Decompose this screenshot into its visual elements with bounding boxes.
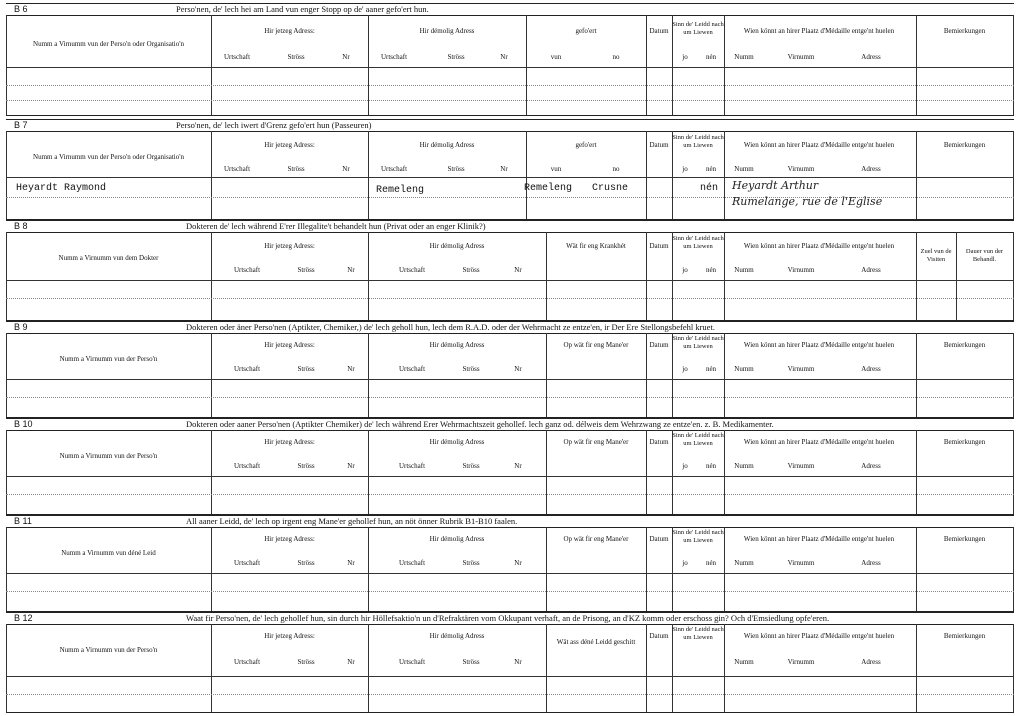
col-stross: Ströss <box>462 266 480 274</box>
section-code: B 10 <box>14 419 33 429</box>
col-jo: jo <box>682 266 688 274</box>
section-title: Dokteren de' lech während E'rer Illegalite't behandelt hun (Privat oder an enger Klinik?) <box>186 221 486 231</box>
col-adress: Adress <box>861 559 881 567</box>
col-stross: Ströss <box>287 165 305 173</box>
col-name-label: Numm a Virnumm vun der Perso'n <box>59 355 158 363</box>
entry-from: Remeleng <box>524 183 573 194</box>
col-nr: Nr <box>514 462 522 470</box>
col-former-address-label: Hir démolig Adress <box>429 535 485 543</box>
col-name-label: Numm a Virnumm vun der Perso'n <box>59 646 158 654</box>
col-stross: Ströss <box>297 266 315 274</box>
col-manner: Op wät fir eng Mane'er <box>563 535 629 543</box>
section-b8 <box>6 220 1014 320</box>
col-no: no <box>612 53 620 61</box>
col-former-address-label: Hir démolig Adress <box>429 438 485 446</box>
section-grid <box>6 430 1014 515</box>
section-code: B 12 <box>14 613 33 623</box>
col-nr: Nr <box>500 53 508 61</box>
section-b6 <box>6 3 1014 115</box>
section-title: Perso'nen, de' lech iwert d'Grenz gefo'ert hun (Passeuren) <box>176 120 372 130</box>
col-adress: Adress <box>861 658 881 666</box>
col-what-happened: Wät ass déné Leidd geschitt <box>556 638 636 646</box>
col-stross: Ströss <box>287 53 305 61</box>
col-vun: vun <box>550 53 562 61</box>
col-datum: Datum <box>649 438 669 446</box>
col-wien: Wien könnt an hirer Plaatz d'Médaille entge'nt huelen <box>743 141 895 149</box>
col-adress: Adress <box>861 165 881 173</box>
col-current-address-label: Hir jetzeg Adress: <box>264 27 315 35</box>
col-nen: nén <box>705 559 717 567</box>
col-numm: Numm <box>734 266 754 274</box>
section-b11 <box>6 515 1014 611</box>
col-virnumm: Virnumm <box>787 462 815 470</box>
col-numm: Numm <box>734 165 754 173</box>
col-nen: nén <box>705 165 717 173</box>
col-urtschaft: Urtschaft <box>398 266 426 274</box>
col-manner: Op wät fir eng Mane'er <box>563 341 629 349</box>
col-former-address-label: Hir démolig Adress <box>419 27 475 35</box>
col-urtschaft: Urtschaft <box>233 559 261 567</box>
col-sinn: Sinn de' Leidd nach um Liewen <box>672 21 724 36</box>
col-duration: Dauer vun der Behandl. <box>965 248 1004 263</box>
handwritten-name: Heyardt Arthur <box>732 179 819 192</box>
col-urtschaft: Urtschaft <box>223 53 251 61</box>
col-bemierk: Bemierkungen <box>943 632 986 640</box>
col-stross: Ströss <box>462 559 480 567</box>
col-stross: Ströss <box>297 559 315 567</box>
form-page <box>6 0 1014 716</box>
col-urtschaft: Urtschaft <box>233 266 261 274</box>
col-former-address-label: Hir démolig Adress <box>419 141 475 149</box>
col-current-address-label: Hir jetzeg Adress: <box>264 438 315 446</box>
col-former-address-label: Hir démolig Adress <box>429 341 485 349</box>
section-title: Waat fir Perso'nen, de' lech gehollef hun, sin durch hir Höllefsaktio'n un d'Refraktären vom Okkupant verhaft, an de Prisong, an d'KZ komm oder erschoss gin? Och d'Emsiedlung opfe'eren. <box>186 613 830 623</box>
col-illness: Wät fir eng Krankhét <box>566 242 626 250</box>
col-former-address-label: Hir démolig Adress <box>429 632 485 640</box>
col-numm: Numm <box>734 365 754 373</box>
section-b7 <box>6 119 1014 219</box>
section-grid <box>6 624 1014 713</box>
col-virnumm: Virnumm <box>787 266 815 274</box>
col-name-label: Numm a Virnumm vun der Perso'n oder Organisatio'n <box>33 153 184 161</box>
col-wien: Wien könnt an hirer Plaatz d'Médaille entge'nt huelen <box>743 341 895 349</box>
col-wien: Wien könnt an hirer Plaatz d'Médaille entge'nt huelen <box>743 438 895 446</box>
section-grid <box>6 333 1014 418</box>
col-urtschaft: Urtschaft <box>398 462 426 470</box>
col-urtschaft: Urtschaft <box>398 658 426 666</box>
col-numm: Numm <box>734 53 754 61</box>
col-visits: Zuel vun de Visiten <box>920 248 952 263</box>
col-jo: jo <box>682 165 688 173</box>
col-numm: Numm <box>734 462 754 470</box>
col-stross: Ströss <box>462 462 480 470</box>
section-b9 <box>6 321 1014 417</box>
col-former-address-label: Hir démolig Adress <box>429 242 485 250</box>
handwritten-address: Rumelange, rue de l'Eglise <box>732 195 883 208</box>
col-stross: Ströss <box>297 462 315 470</box>
col-nr: Nr <box>342 53 350 61</box>
col-datum: Datum <box>649 242 669 250</box>
col-numm: Numm <box>734 559 754 567</box>
col-adress: Adress <box>861 462 881 470</box>
section-code: B 9 <box>14 322 28 332</box>
section-grid <box>6 527 1014 612</box>
col-numm: Numm <box>734 658 754 666</box>
col-datum: Datum <box>649 632 669 640</box>
entry-to: Crusne <box>592 183 629 194</box>
col-current-address-label: Hir jetzeg Adress: <box>264 242 315 250</box>
col-wien: Wien könnt an hirer Plaatz d'Médaille entge'nt huelen <box>743 27 895 35</box>
col-stross: Ströss <box>462 658 480 666</box>
col-bemierk: Bemierkungen <box>943 438 986 446</box>
col-current-address-label: Hir jetzeg Adress: <box>264 341 315 349</box>
col-sinn: Sinn de' Leidd nach um Liewen <box>672 626 724 641</box>
col-current-address-label: Hir jetzeg Adress: <box>264 632 315 640</box>
col-nr: Nr <box>342 165 350 173</box>
col-urtschaft: Urtschaft <box>380 53 408 61</box>
col-stross: Ströss <box>447 53 465 61</box>
col-nr: Nr <box>347 658 355 666</box>
section-code: B 6 <box>14 4 28 14</box>
section-title: Dokteren oder aaner Perso'nen (Aptikter Chemiker) de' lech während Erer Wehrmachtszeit gehollef. lech ganz od. délweis dem Wehrzwang ze entze'en. z. B. Medikamenter. <box>186 419 774 429</box>
col-wien: Wien könnt an hirer Plaatz d'Médaille entge'nt huelen <box>743 632 895 640</box>
col-nr: Nr <box>347 462 355 470</box>
col-stross: Ströss <box>297 658 315 666</box>
col-virnumm: Virnumm <box>787 365 815 373</box>
col-urtschaft: Urtschaft <box>223 165 251 173</box>
col-urtschaft: Urtschaft <box>398 365 426 373</box>
col-urtschaft: Urtschaft <box>380 165 408 173</box>
col-nr: Nr <box>514 365 522 373</box>
col-virnumm: Virnumm <box>787 559 815 567</box>
col-name-label: Numm a Virnumm vun der Perso'n oder Organisatio'n <box>33 40 184 48</box>
col-name-label: Numm a Virnumm vun déné Leid <box>61 549 156 557</box>
col-stross: Ströss <box>297 365 315 373</box>
col-datum: Datum <box>649 341 669 349</box>
col-datum: Datum <box>649 141 669 149</box>
section-code: B 8 <box>14 221 28 231</box>
col-jo: jo <box>682 53 688 61</box>
section-b12 <box>6 612 1014 712</box>
col-nr: Nr <box>514 266 522 274</box>
section-grid <box>6 131 1014 220</box>
col-stross: Ströss <box>462 365 480 373</box>
section-grid <box>6 15 1014 116</box>
col-sinn: Sinn de' Leidd nach um Liewen <box>672 335 724 350</box>
col-current-address-label: Hir jetzeg Adress: <box>264 535 315 543</box>
col-nen: nén <box>705 53 717 61</box>
col-virnumm: Virnumm <box>787 658 815 666</box>
col-no: no <box>612 165 620 173</box>
col-adress: Adress <box>861 365 881 373</box>
col-nr: Nr <box>347 266 355 274</box>
col-urtschaft: Urtschaft <box>398 559 426 567</box>
col-nr: Nr <box>347 559 355 567</box>
entry-name: Heyardt Raymond <box>16 183 107 194</box>
col-urtschaft: Urtschaft <box>233 658 261 666</box>
col-urtschaft: Urtschaft <box>233 462 261 470</box>
col-vun: vun <box>550 165 562 173</box>
col-datum: Datum <box>649 27 669 35</box>
col-name-label: Numm a Virnumm vun der Perso'n <box>59 452 158 460</box>
section-code: B 11 <box>14 516 32 526</box>
col-jo: jo <box>682 559 688 567</box>
col-adress: Adress <box>861 53 881 61</box>
section-title: Dokteren oder äner Perso'nen (Aptikter, Chemiker,) de' lech geholl hun, lech dem R.A.D. oder der Wehrmacht ze entze'en, ir Der Ere Stellongsbefehl kruet. <box>186 322 715 332</box>
col-gefoert: gefo'ert <box>575 27 597 35</box>
col-adress: Adress <box>861 266 881 274</box>
col-wien: Wien könnt an hirer Plaatz d'Médaille entge'nt huelen <box>743 242 895 250</box>
col-nen: nén <box>705 266 717 274</box>
section-grid <box>6 232 1014 321</box>
col-sinn: Sinn de' Leidd nach um Liewen <box>672 134 724 149</box>
col-nr: Nr <box>514 658 522 666</box>
entry-alive-no: nén <box>700 183 719 194</box>
col-wien: Wien könnt an hirer Plaatz d'Médaille entge'nt huelen <box>743 535 895 543</box>
col-sinn: Sinn de' Leidd nach um Liewen <box>672 529 724 544</box>
col-virnumm: Virnumm <box>787 165 815 173</box>
col-jo: jo <box>682 462 688 470</box>
col-manner: Op wät fir eng Mane'er <box>563 438 629 446</box>
section-code: B 7 <box>14 120 28 130</box>
col-datum: Datum <box>649 535 669 543</box>
col-sinn: Sinn de' Leidd nach um Liewen <box>672 432 724 447</box>
section-b10 <box>6 418 1014 514</box>
col-name-label: Numm a Virnumm vun dem Dokter <box>58 254 159 262</box>
entry-former-town: Remeleng <box>376 185 425 196</box>
col-nr: Nr <box>347 365 355 373</box>
col-virnumm: Virnumm <box>787 53 815 61</box>
col-nen: nén <box>705 462 717 470</box>
col-bemierk: Bemierkungen <box>943 341 986 349</box>
col-bemierk: Bemierkungen <box>943 535 986 543</box>
col-sinn: Sinn de' Leidd nach um Liewen <box>672 235 724 250</box>
col-gefoert: gefo'ert <box>575 141 597 149</box>
col-jo: jo <box>682 365 688 373</box>
section-title: All aaner Leidd, de' lech op irgent eng Mane'er gehollef hun, an nöt önner Rubrik B1-B10 faalen. <box>186 516 518 526</box>
col-nr: Nr <box>514 559 522 567</box>
col-bemierk: Bemierkungen <box>943 141 986 149</box>
col-urtschaft: Urtschaft <box>233 365 261 373</box>
section-title: Perso'nen, de' lech hei am Land vun enger Stopp op de' aaner gefo'ert hun. <box>176 4 429 14</box>
col-nr: Nr <box>500 165 508 173</box>
col-stross: Ströss <box>447 165 465 173</box>
col-current-address-label: Hir jetzeg Adress: <box>264 141 315 149</box>
col-nen: nén <box>705 365 717 373</box>
col-bemierk: Bemierkungen <box>943 27 986 35</box>
